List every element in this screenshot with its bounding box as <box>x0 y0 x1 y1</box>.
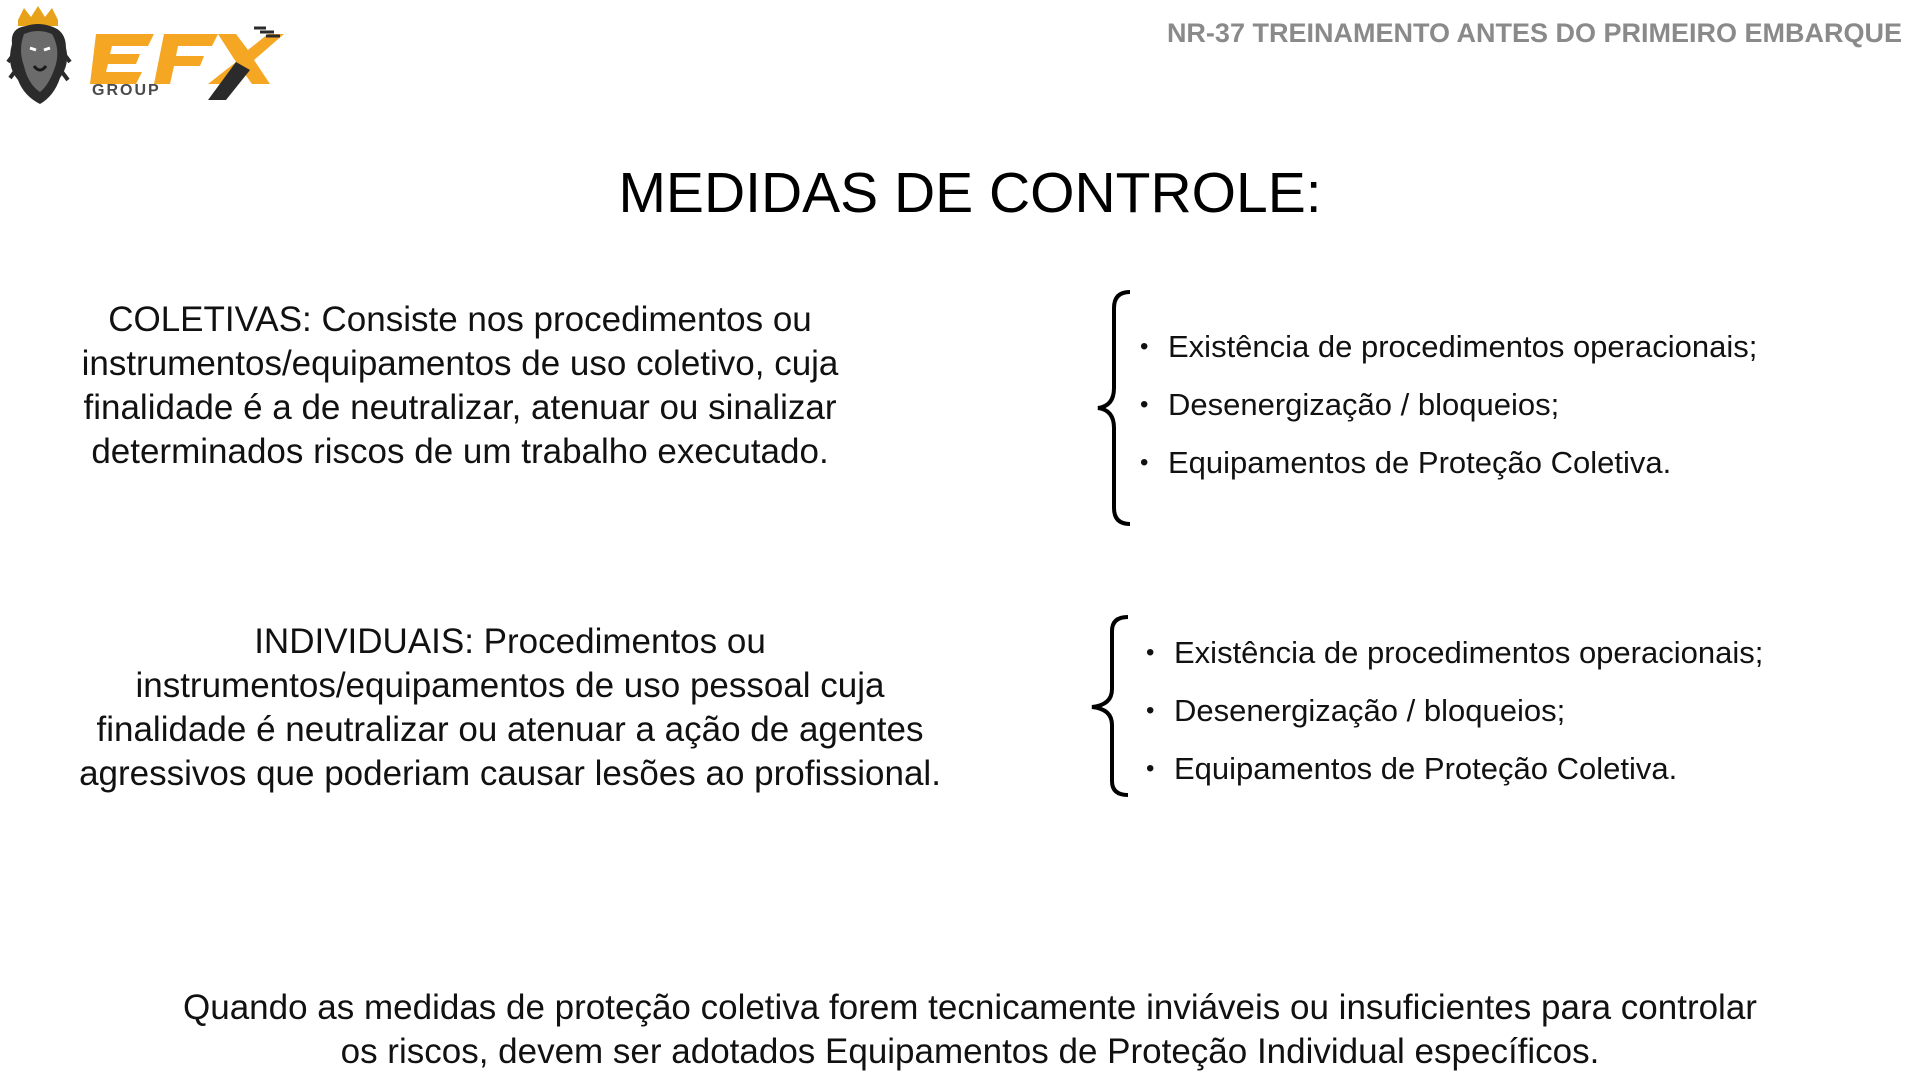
definition-line: determinados riscos de um trabalho executado. <box>91 432 829 471</box>
bullet-icon: • <box>1146 755 1155 782</box>
footer-note <box>0 986 1920 1074</box>
individuais-measures-list <box>1146 624 1763 798</box>
list-item <box>1146 740 1763 798</box>
curly-brace-icon <box>1088 613 1132 799</box>
bullet-icon: • <box>1140 391 1149 418</box>
definition-line: instrumentos/equipamentos de uso coletivo, cuja <box>81 344 839 383</box>
definition-line: COLETIVAS: Consiste nos procedimentos ou <box>108 300 812 339</box>
definition-line: instrumentos/equipamentos de uso pessoal cuja <box>135 666 885 705</box>
individuais-definition <box>40 620 980 796</box>
list-item <box>1146 682 1763 740</box>
slide-title: MEDIDAS DE CONTROLE: <box>618 161 1322 225</box>
definition-line: finalidade é a de neutralizar, atenuar ou sinalizar <box>83 388 837 427</box>
bullet-icon: • <box>1140 449 1149 476</box>
list-item-text: Equipamentos de Proteção Coletiva. <box>1174 751 1678 786</box>
course-title: NR-37 TREINAMENTO ANTES DO PRIMEIRO EMBARQUE <box>1166 18 1902 48</box>
bullet-icon: • <box>1146 639 1155 666</box>
list-item-text: Desenergização / bloqueios; <box>1174 693 1566 728</box>
footer-note-line: Quando as medidas de proteção coletiva forem tecnicamente inviáveis ou insuficientes para controlar <box>183 988 1757 1027</box>
list-item <box>1140 376 1757 434</box>
coletivas-measures-list <box>1140 318 1757 492</box>
footer-note-line: os riscos, devem ser adotados Equipamentos de Proteção Individual específicos. <box>340 1032 1600 1071</box>
crown-icon <box>18 6 58 26</box>
logo-sub-text: GROUP <box>92 82 161 99</box>
list-item-text: Existência de procedimentos operacionais; <box>1168 329 1758 364</box>
list-item <box>1146 624 1763 682</box>
bullet-icon: • <box>1146 697 1155 724</box>
bullet-icon: • <box>1140 333 1149 360</box>
lion-crown-icon <box>8 24 70 104</box>
list-item-text: Existência de procedimentos operacionais; <box>1174 635 1764 670</box>
definition-line: agressivos que poderiam causar lesões ao profissional. <box>79 754 941 793</box>
definition-line: finalidade é neutralizar ou atenuar a ação de agentes <box>96 710 924 749</box>
curly-brace-icon <box>1094 288 1134 528</box>
efx-group-logo <box>4 4 294 108</box>
list-item <box>1140 318 1757 376</box>
list-item <box>1140 434 1757 492</box>
definition-line: INDIVIDUAIS: Procedimentos ou <box>254 622 766 661</box>
list-item-text: Desenergização / bloqueios; <box>1168 387 1560 422</box>
coletivas-definition <box>40 298 880 474</box>
list-item-text: Equipamentos de Proteção Coletiva. <box>1168 445 1672 480</box>
